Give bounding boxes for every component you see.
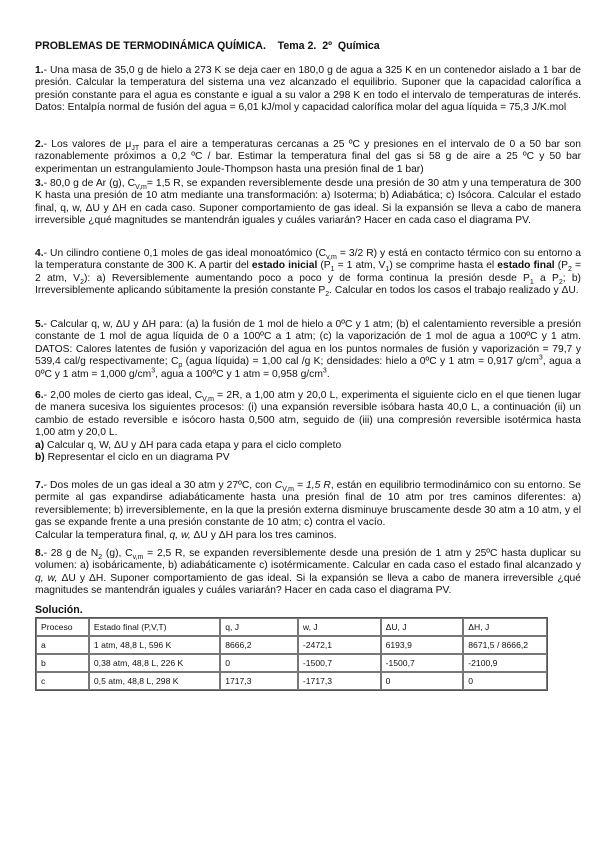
problem-text: ΔU y ΔH. Suponer comportamiento de gas ideal. Si la expansión se lleva a cabo de manera irreversible ¿qué magnitudes se mantendrán iguales y cuáles variarán? Hacer en cada caso el diagrama PV.	[35, 572, 581, 597]
problem-text: Calcular q, W, ΔU y ΔH para cada etapa y para el ciclo completo	[44, 439, 342, 451]
problem-text: v,m	[326, 254, 337, 262]
problem-1	[35, 65, 581, 115]
problem-text: v,m	[132, 554, 144, 562]
problem-text: V,m	[135, 184, 147, 192]
problem-text: = 3/2 R) y está en contacto térmico con su entorno a la temperatura constante de 300 K. A partir del	[35, 248, 581, 272]
bold-text: a)	[35, 439, 45, 451]
problem-text: ): a) Reversiblemente aumentando poco a poco y de forma continua la presión desde P	[83, 272, 530, 284]
problem-text: 1	[385, 266, 390, 274]
table-cell: w, J	[298, 618, 381, 636]
problem-4	[35, 248, 581, 298]
problem-text: , están en equilibrio termodinámico con su entorno. Se permite al gas expandirse adiabáticamente hasta una presión final de 10 atm por tres caminos diferentes: a) reversiblemente; b) irreversiblemente, en la que la presión externa disminuye bruscamente desde 30 atm a 10 atm, y el gas se expande frente a una presión constante de 10 atm; c) contra el vacío.	[35, 480, 581, 529]
bold-text: 5.	[35, 319, 44, 330]
problem-text: C	[274, 480, 283, 491]
table-cell: ΔU, J	[381, 618, 464, 636]
bold-text: estado final	[497, 260, 555, 272]
problem-text: ΔU y ΔH para los tres caminos.	[190, 529, 337, 541]
problem-text: = 1,5 R, se expanden reversiblemente desde una presión de 30 atm y una temperatura de 300 K hasta una presión de 10 atm mediante una transformación: a) Isoterma; b) Adiabática; c) Isócora. Calcular el estado final, q, w, ΔU y ΔH en cada caso. Suponer comportamiento de gas ideal. Si la expansión se lleva a cabo de manera irreversible ¿qué magnitudes se mantendrán iguales y cuáles variarán? Hacer en cada caso el diagrama PV.	[35, 178, 581, 227]
problem-text: q, w,	[169, 529, 191, 541]
problem-7	[35, 480, 581, 542]
problem-text: = 2,5 R, se expanden reversiblemente desde una presión de 1 atm y 25ºC hasta duplicar su volumen: a) isobáricamente, b) adiabáticamente c) isotérmicamente. Calcular en cada caso el estado final alcanzado y	[35, 548, 581, 572]
bold-text: b)	[35, 452, 45, 464]
table-cell: -1717,3	[298, 672, 381, 690]
problem-text: 3	[151, 367, 156, 375]
problem-text: = 1,5 R	[294, 480, 331, 491]
problem-text: Representar el ciclo en un diagrama PV	[44, 452, 230, 464]
problem-text: - Una masa de 35,0 g de hielo a 273 K se deja caer en 180,0 g de agua a 325 K en un contenedor aislado a 1 bar de presión. Calcular la temperatura del sistema una vez alcanzado el equilibrio. Suponer que la capacidad calorífica a presión constante para el agua es constante e igual a su valor a 298 K en todo el intervalo de temperaturas de interés. Datos: Entalpía normal de fusión del agua = 6,01 kJ/mol y capacidad calorífica molar del agua líquida = 75,3 J/K.mol	[35, 65, 581, 114]
bold-text: 6.	[35, 390, 44, 401]
problem-3	[35, 178, 581, 228]
table-cell: 6193,9	[381, 636, 464, 654]
problem-text: - Calcular q, w, ΔU y ΔH para: (a) la fusión de 1 mol de hielo a 0ºC y 1 atm; (b) el calentamiento reversible a presión constante de 1 mol de agua líquida de 0 a 100ºC a 1 atm; (c) la vaporización de 1 mol de agua a 100ºC y 1 atm. DATOS: Calores latentes de fusión y vaporización del agua en los puntos normales de fusión y vaporización = 79,7 y 539,4 cal/g respectivamente; C	[35, 319, 581, 368]
problem-text: - 80,0 g de Ar (g), C	[43, 178, 136, 189]
problem-text: 1	[529, 278, 534, 286]
problem-text: - 2,00 moles de cierto gas ideal, C	[43, 390, 203, 401]
problem-text: V,m	[202, 396, 214, 404]
table-cell: ΔH, J	[463, 618, 547, 636]
table-cell: -2472,1	[298, 636, 381, 654]
table-cell: q, J	[220, 618, 298, 636]
problem-text: JT	[131, 145, 140, 153]
table-row	[36, 672, 547, 690]
problem-text: - 28 g de N	[43, 548, 99, 559]
table-cell: c	[36, 672, 89, 690]
problem-text: = 1 atm, V	[334, 260, 386, 272]
problem-text: , agua a 0ºC y 1 atm = 1,000 g/cm	[35, 356, 581, 380]
table-cell: a	[36, 636, 89, 654]
table-cell: -2100,9	[463, 654, 547, 672]
problem-text: - Dos moles de un gas ideal a 30 atm y 27ºC, con	[43, 480, 275, 491]
problem-text: 3	[538, 354, 543, 362]
table-cell: 1 atm, 48,8 L, 596 K	[89, 636, 220, 654]
problem-text: = 2R, a 1,00 atm y 20,0 L, experimenta el siguiente ciclo en el que tienen lugar de manera sucesiva los siguientes procesos: (i) una expansión reversible isóbara hasta 40,0 L, a continuación (ii) un cambio de estado reversible e isócoro hasta 0,500 atm, seguido de (iii) una compresión reversible isotérmica hasta 1,00 atm y 20,0 L.	[35, 390, 581, 439]
problem-text: ) se comprime hasta el	[389, 260, 498, 272]
problem-text: 2	[80, 278, 84, 286]
problem-text: 1	[330, 266, 335, 274]
problem-text: . Calcular en todos los casos el trabajo realizado y ΔU.	[329, 285, 579, 297]
table-header-row	[36, 618, 547, 636]
problem-5	[35, 319, 581, 381]
document-title: PROBLEMAS DE TERMODINÁMICA QUÍMICA. Tema 2. 2º Química	[35, 40, 380, 52]
problem-text: ; b) Irreversiblemente aplicando súbitamente la presión constante P	[35, 272, 581, 297]
problem-text: 2	[98, 554, 103, 562]
problem-text: a P	[533, 272, 559, 284]
table-cell: -1500,7	[381, 654, 464, 672]
bold-text: 1.	[35, 65, 44, 76]
problem-6	[35, 390, 581, 464]
bold-text: 7.	[35, 480, 44, 491]
table-cell: -1500,7	[298, 654, 381, 672]
problem-text: 2	[558, 278, 563, 286]
problem-8	[35, 548, 581, 598]
bold-text: 2.	[35, 139, 44, 150]
table-cell: 0	[381, 672, 464, 690]
problem-text: Calcular la temperatura final,	[35, 529, 170, 541]
table-cell: 1717,3	[220, 672, 298, 690]
table-cell: Proceso	[36, 618, 89, 636]
table-cell: 8666,2	[220, 636, 298, 654]
problem-text: = 2 atm, V	[35, 260, 581, 284]
problem-text: q, w,	[35, 572, 58, 584]
solution-table	[35, 617, 548, 691]
table-cell: 8671,5 / 8666,2	[463, 636, 547, 654]
table-row	[36, 636, 547, 654]
problem-text: (agua líquida) = 1,00 cal /g K; densidades: hielo a 0ºC y 1 atm = 0,917 g/cm	[182, 356, 539, 368]
problem-text: 2	[568, 266, 572, 274]
solution-heading: Solución.	[35, 604, 83, 616]
table-cell: 0,38 atm, 48,8 L, 226 K	[89, 654, 220, 672]
table-cell: Estado final (P,V,T)	[89, 618, 220, 636]
problem-text: V,m	[282, 486, 295, 494]
problem-text: 2	[325, 291, 330, 299]
problem-text: (g), C	[102, 548, 133, 559]
table-cell: b	[36, 654, 89, 672]
problem-2	[35, 139, 581, 176]
bold-text: 3.	[35, 178, 44, 189]
problem-text: - Los valores de μ	[43, 139, 132, 150]
problem-text: para el aire a temperaturas cercanas a 25 ºC y presiones en el intervalo de 0 a 50 bar son razonablemente próximos a 0,2 ºC / bar. Estimar la temperatura final del gas si 58 g de aire a 25 ºC y 50 bar experimentan un estrangulamiento Joule-Thompson hasta una presión final de 1 bar)	[35, 139, 581, 175]
problem-text: 3	[322, 367, 327, 375]
problem-text: (P	[317, 260, 331, 272]
problem-text: (P	[554, 260, 569, 272]
bold-text: 4.	[35, 248, 44, 259]
problem-text: .	[326, 368, 330, 380]
problem-text: - Un cilindro contiene 0,1 moles de gas ideal monoatómico (C	[43, 248, 327, 259]
table-cell: 0	[463, 672, 547, 690]
table-cell: 0,5 atm, 48,8 L, 298 K	[89, 672, 220, 690]
problem-text: p	[178, 362, 183, 370]
bold-text: estado inicial	[251, 260, 318, 272]
table-row	[36, 654, 547, 672]
table-cell: 0	[220, 654, 298, 672]
bold-text: 8.	[35, 548, 44, 559]
problem-text: , agua a 100ºC y 1 atm = 0,958 g/cm	[155, 368, 323, 380]
